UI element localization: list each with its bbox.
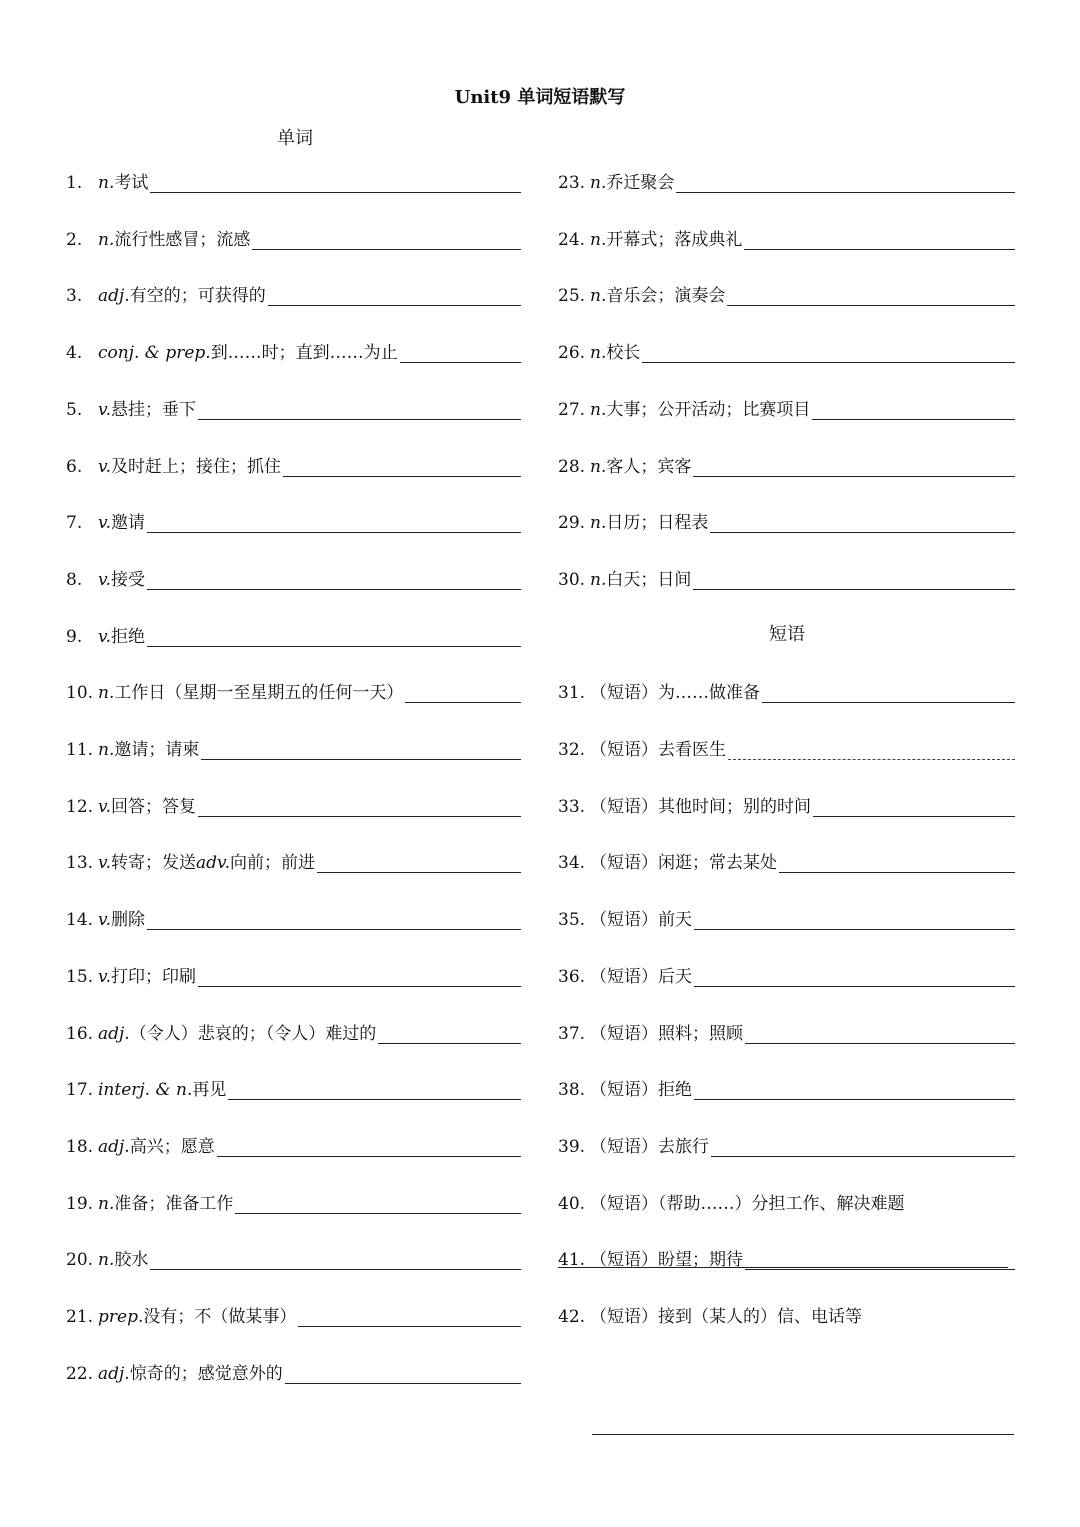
part-of-speech: adj. xyxy=(98,1136,130,1157)
definition-text: （短语）前天 xyxy=(590,910,692,931)
answer-blank[interactable] xyxy=(147,905,521,930)
part-of-speech: n. xyxy=(590,513,607,534)
part-of-speech: v. xyxy=(98,399,111,420)
definition-text: （短语）其他时间；别的时间 xyxy=(590,796,811,817)
answer-blank[interactable] xyxy=(727,281,1015,306)
question-row xyxy=(66,1070,521,1100)
definition-text: （短语）去旅行 xyxy=(590,1136,709,1157)
question-row xyxy=(66,447,521,477)
answer-blank[interactable] xyxy=(693,565,1015,590)
section-heading-phrases: 短语 xyxy=(769,624,805,645)
answer-blank[interactable] xyxy=(147,565,521,590)
definition-text: 邀请 xyxy=(111,513,145,534)
definition-text: 音乐会；演奏会 xyxy=(606,286,726,307)
definition-text: 校长 xyxy=(606,343,641,364)
definition-text: 转寄；发送 xyxy=(111,853,196,874)
question-number: 40. xyxy=(558,1193,586,1214)
question-number: 39. xyxy=(558,1136,586,1157)
part-of-speech: adj. xyxy=(98,1023,130,1044)
definition-text: （短语）照料；照顾 xyxy=(590,1023,743,1044)
answer-blank[interactable] xyxy=(813,792,1015,817)
definition-text: 悬挂；垂下 xyxy=(111,399,196,420)
question-number: 7. xyxy=(66,513,83,534)
definition-text: 胶水 xyxy=(114,1250,149,1271)
answer-blank[interactable] xyxy=(147,622,521,647)
question-row xyxy=(558,390,1015,420)
question-row xyxy=(66,843,521,873)
answer-blank[interactable] xyxy=(268,281,521,306)
question-number: 23. xyxy=(558,173,586,193)
answer-blank[interactable] xyxy=(676,168,1015,193)
answer-blank[interactable] xyxy=(252,225,521,250)
question-row xyxy=(558,1070,1015,1100)
question-row xyxy=(558,787,1015,817)
question-row xyxy=(66,1014,521,1044)
question-number: 14. xyxy=(66,910,94,931)
question-number: 3. xyxy=(66,286,83,307)
question-number: 6. xyxy=(66,456,83,477)
question-row xyxy=(66,163,521,193)
answer-blank[interactable] xyxy=(693,452,1015,477)
definition-text: 到……时；直到……为止 xyxy=(210,343,398,364)
answer-blank[interactable] xyxy=(283,452,521,477)
question-number: 29. xyxy=(558,513,586,534)
definition-text: 向前；前进 xyxy=(230,853,316,874)
question-row xyxy=(66,333,521,363)
question-row xyxy=(66,220,521,250)
question-row xyxy=(66,957,521,987)
definition-text: 流行性感冒；流感 xyxy=(114,229,251,250)
answer-blank[interactable] xyxy=(710,508,1015,533)
part-of-speech: n. xyxy=(98,683,115,704)
part-of-speech: n. xyxy=(98,229,115,250)
question-number: 38. xyxy=(558,1080,586,1101)
definition-text: 乔迁聚会 xyxy=(606,173,675,193)
question-number: 18. xyxy=(66,1136,94,1157)
question-row xyxy=(66,673,521,703)
answer-blank[interactable] xyxy=(317,848,521,873)
answer-blank[interactable] xyxy=(744,225,1015,250)
question-row xyxy=(66,1354,521,1384)
part-of-speech: adj. xyxy=(98,286,130,307)
part-of-speech: n. xyxy=(590,229,607,250)
part-of-speech: n. xyxy=(590,173,607,193)
part-of-speech: n. xyxy=(590,343,607,364)
question-row xyxy=(558,730,1015,760)
definition-text: （短语）拒绝 xyxy=(590,1080,692,1101)
question-number: 15. xyxy=(66,966,94,987)
page-title: Unit9 单词短语默写 xyxy=(454,87,626,108)
part-of-speech: v. xyxy=(98,853,111,874)
part-of-speech: n. xyxy=(590,286,607,307)
part-of-speech: n. xyxy=(98,740,115,760)
definition-text: 白天；日间 xyxy=(606,569,692,590)
question-number: 36. xyxy=(558,966,586,987)
answer-blank[interactable] xyxy=(217,1132,521,1157)
question-row xyxy=(66,276,521,306)
answer-blank[interactable] xyxy=(745,1245,1015,1270)
answer-blank[interactable] xyxy=(762,678,1015,703)
definition-text: 工作日（星期一至星期五的任何一天） xyxy=(114,683,404,704)
answer-blank[interactable] xyxy=(745,1019,1015,1044)
definition-text: 接受 xyxy=(111,569,145,590)
definition-text: 打印；印刷 xyxy=(111,966,196,987)
definition-text: （短语）后天 xyxy=(590,966,692,987)
part-of-speech: prep. xyxy=(98,1307,144,1327)
definition-text: 客人；宾客 xyxy=(606,456,692,477)
answer-blank[interactable] xyxy=(198,395,521,420)
definition-text: 没有；不（做某事） xyxy=(143,1307,297,1327)
definition-text: 及时赶上；接住；抓住 xyxy=(111,456,281,477)
question-number: 35. xyxy=(558,910,586,931)
question-row xyxy=(66,560,521,590)
definition-text: 考试 xyxy=(114,173,149,193)
answer-blank[interactable] xyxy=(694,962,1015,987)
question-number: 25. xyxy=(558,286,586,307)
part-of-speech: v. xyxy=(98,796,111,817)
question-number: 1. xyxy=(66,173,83,193)
definition-text: 惊奇的；感觉意外的 xyxy=(129,1363,283,1384)
part-of-speech: interj. & n. xyxy=(98,1080,193,1101)
question-row xyxy=(558,673,1015,703)
question-number: 20. xyxy=(66,1250,94,1271)
question-row xyxy=(558,560,1015,590)
question-number: 11. xyxy=(66,740,94,760)
answer-blank[interactable] xyxy=(198,792,521,817)
answer-blank[interactable] xyxy=(150,168,521,193)
question-number: 37. xyxy=(558,1023,586,1044)
part-of-speech: v. xyxy=(98,513,111,534)
question-row xyxy=(558,1014,1015,1044)
question-number: 26. xyxy=(558,343,586,364)
question-number: 42. xyxy=(558,1307,586,1327)
answer-blank[interactable] xyxy=(150,1245,521,1270)
question-row xyxy=(558,900,1015,930)
question-row xyxy=(66,1184,521,1214)
definition-text: （短语）盼望；期待 xyxy=(590,1250,743,1271)
question-row xyxy=(558,447,1015,477)
question-number: 13. xyxy=(66,853,94,874)
definition-text: 开幕式；落成典礼 xyxy=(606,229,743,250)
part-of-speech: n. xyxy=(590,456,607,477)
definition-text: 再见 xyxy=(192,1080,227,1101)
question-row xyxy=(66,503,521,533)
question-number: 34. xyxy=(558,853,586,874)
question-row xyxy=(66,787,521,817)
question-row xyxy=(558,1240,1015,1270)
question-number: 27. xyxy=(558,399,586,420)
question-number: 16. xyxy=(66,1023,94,1044)
definition-text: （短语）为……做准备 xyxy=(590,683,760,704)
question-row xyxy=(558,276,1015,306)
question-row xyxy=(66,1240,521,1270)
question-number: 33. xyxy=(558,796,586,817)
question-number: 31. xyxy=(558,683,586,704)
question-number: 9. xyxy=(66,626,83,647)
question-row xyxy=(66,730,521,760)
definition-text: 高兴；愿意 xyxy=(129,1136,215,1157)
definition-text: （短语）接到（某人的）信、电话等 xyxy=(590,1307,862,1327)
definition-text: （短语）闲逛；常去某处 xyxy=(590,853,777,874)
definition-text: 回答；答复 xyxy=(111,796,196,817)
answer-blank[interactable] xyxy=(642,338,1015,363)
answer-blank[interactable] xyxy=(711,1132,1015,1157)
question-number: 30. xyxy=(558,569,586,590)
part-of-speech: v. xyxy=(98,456,111,477)
answer-blank[interactable] xyxy=(694,1075,1015,1100)
question-number: 41. xyxy=(558,1250,586,1271)
question-number: 5. xyxy=(66,399,83,420)
part-of-speech: v. xyxy=(98,966,111,987)
answer-blank[interactable] xyxy=(147,508,521,533)
question-number: 8. xyxy=(66,569,83,590)
question-row xyxy=(66,1297,521,1327)
definition-text: （短语）去看医生 xyxy=(590,740,726,760)
answer-blank[interactable] xyxy=(228,1075,521,1100)
part-of-speech: n. xyxy=(98,173,115,193)
question-number: 4. xyxy=(66,343,83,364)
part-of-speech: adv. xyxy=(196,853,231,874)
answer-blank[interactable] xyxy=(378,1019,521,1044)
question-row xyxy=(558,957,1015,987)
answer-blank[interactable] xyxy=(694,905,1015,930)
answer-blank[interactable] xyxy=(198,962,521,987)
question-row xyxy=(558,1127,1015,1157)
part-of-speech: adj. xyxy=(98,1363,130,1384)
answer-blank[interactable] xyxy=(400,338,521,363)
question-row xyxy=(66,1127,521,1157)
definition-text: 有空的；可获得的 xyxy=(129,286,266,307)
definition-text: 删除 xyxy=(111,910,145,931)
question-row xyxy=(558,163,1015,193)
part-of-speech: v. xyxy=(98,910,111,931)
question-number: 2. xyxy=(66,229,83,250)
definition-text: 大事；公开活动；比赛项目 xyxy=(606,399,811,420)
question-number: 12. xyxy=(66,796,94,817)
question-row xyxy=(558,333,1015,363)
answer-blank[interactable] xyxy=(201,735,521,760)
question-row xyxy=(66,900,521,930)
answer-blank[interactable] xyxy=(592,1433,1014,1435)
question-row xyxy=(558,1297,1015,1327)
answer-blank[interactable] xyxy=(728,735,1015,760)
section-heading-words: 单词 xyxy=(277,128,313,149)
part-of-speech: v. xyxy=(98,569,111,590)
answer-blank[interactable] xyxy=(405,678,521,703)
answer-blank[interactable] xyxy=(285,1359,521,1384)
question-row xyxy=(558,503,1015,533)
question-row xyxy=(66,390,521,420)
question-number: 17. xyxy=(66,1080,94,1101)
question-row xyxy=(558,843,1015,873)
answer-blank[interactable] xyxy=(779,848,1015,873)
part-of-speech: v. xyxy=(98,626,111,647)
definition-text: 邀请；请柬 xyxy=(114,740,200,760)
part-of-speech: n. xyxy=(98,1250,115,1271)
question-number: 19. xyxy=(66,1193,94,1214)
question-number: 22. xyxy=(66,1363,94,1384)
question-row xyxy=(66,617,521,647)
question-number: 24. xyxy=(558,229,586,250)
definition-text: 准备；准备工作 xyxy=(114,1193,234,1214)
question-number: 21. xyxy=(66,1307,94,1327)
question-number: 10. xyxy=(66,683,94,704)
definition-text: 拒绝 xyxy=(111,626,145,647)
definition-text: （令人）悲哀的；（令人）难过的 xyxy=(129,1023,377,1044)
question-number: 28. xyxy=(558,456,586,477)
definition-text: （短语）（帮助……）分担工作、解决难题 xyxy=(590,1193,905,1214)
question-number: 32. xyxy=(558,740,586,760)
answer-blank[interactable] xyxy=(235,1189,521,1214)
part-of-speech: n. xyxy=(590,569,607,590)
part-of-speech: n. xyxy=(590,399,607,420)
answer-blank[interactable] xyxy=(812,395,1015,420)
question-row xyxy=(558,220,1015,250)
definition-text: 日历；日程表 xyxy=(606,513,709,534)
part-of-speech: conj. & prep. xyxy=(98,343,211,364)
answer-blank[interactable] xyxy=(298,1302,521,1327)
part-of-speech: n. xyxy=(98,1193,115,1214)
question-row xyxy=(558,1184,1015,1214)
